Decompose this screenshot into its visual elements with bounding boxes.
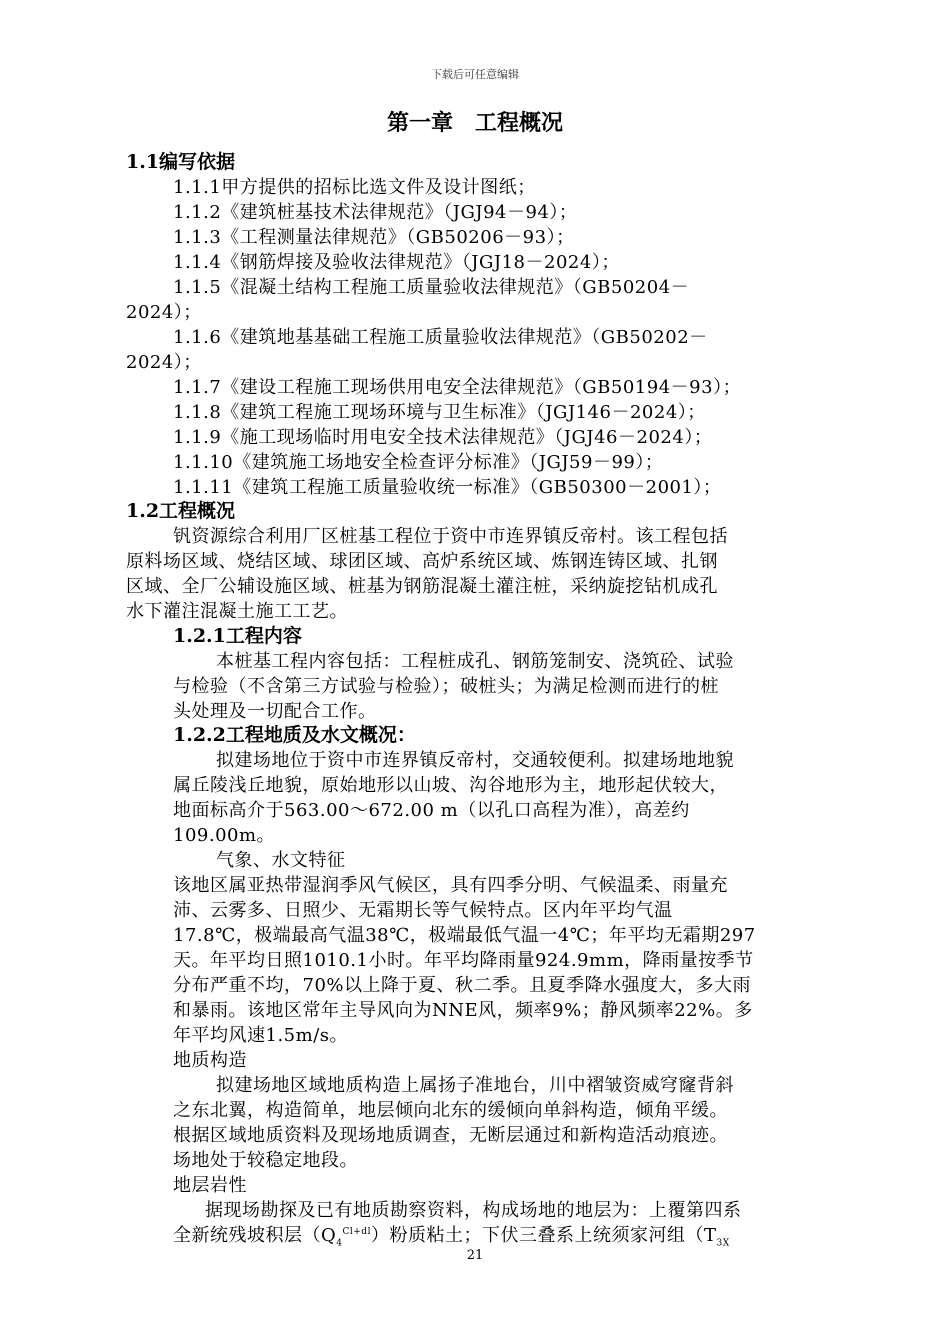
reference-item: 1.1.3《工程测量法律规范》（GB50206－93）； (173, 227, 575, 248)
formula-subscript: 4 (336, 1238, 343, 1249)
paragraph-line: 拟建场地区域地质构造上属扬子准地台，川中褶皱资威穹窿背斜 (216, 1075, 734, 1096)
paragraph-line: 年平均风速1.5m/s。 (173, 1025, 348, 1046)
paragraph-line: 17.8℃，极端最高气温38℃，极端最低气温一4℃；年平均无霜期297 (173, 925, 756, 946)
reference-item-cont: 2024）； (126, 302, 202, 323)
paragraph-line: 天。年平均日照1010.1小时。年平均降雨量924.9mm，降雨量按季节 (173, 950, 754, 971)
reference-item: 1.1.7《建设工程施工现场供用电安全法律规范》（GB50194－93）； (173, 377, 742, 398)
reference-item: 1.1.5《混凝土结构工程施工质量验收法律规范》（GB50204－ (173, 277, 690, 298)
reference-item: 1.1.8《建筑工程施工现场环境与卫生标准》（JGJ146－2024）； (173, 402, 706, 423)
paragraph-line: 钒资源综合利用厂区桩基工程位于资中市连界镇反帝村。该工程包括 (173, 526, 728, 547)
subheading-weather: 气象、水文特征 (216, 850, 346, 871)
reference-item: 1.1.11《建筑工程施工质量验收统一标准》（GB50300－2001）； (173, 477, 722, 498)
reference-item: 1.1.6《建筑地基基础工程施工质量验收法律规范》（GB50202－ (173, 327, 708, 348)
reference-item: 1.1.9《施工现场临时用电安全技术法律规范》（JGJ46－2024）； (173, 427, 713, 448)
paragraph-line: 本桩基工程内容包括：工程桩成孔、钢筋笼制安、浇筑砼、试验 (216, 651, 734, 672)
section-heading-1-2-2: 1.2.2工程地质及水文概况： (173, 724, 416, 746)
paragraph-line: 据现场勘探及已有地质勘察资料，构成场地的地层为：上覆第四系 (205, 1200, 742, 1221)
paragraph-line: 和暴雨。该地区常年主导风向为NNE风，频率9%；静风频率22%。多 (173, 1000, 753, 1021)
section-heading-1-2: 1.2工程概况 (126, 500, 236, 522)
reference-item-cont: 2024）； (126, 352, 202, 373)
paragraph-line: 区域、全厂公辅设施区域、桩基为钢筋混凝土灌注桩，采纳旋挖钻机成孔 (126, 576, 718, 597)
section-heading-1-2-1: 1.2.1工程内容 (173, 625, 302, 647)
formula-text: ）粉质粘土；下伏三叠系上统须家河组（T (370, 1225, 717, 1246)
paragraph-line: 头处理及一切配合工作。 (173, 701, 377, 722)
paragraph-line: 原料场区域、烧结区域、球团区域、高炉系统区域、炼钢连铸区域、扎钢 (126, 551, 718, 572)
chapter-title: 第一章 工程概况 (386, 110, 563, 136)
page-number: 21 (466, 1248, 484, 1263)
paragraph-line: 属丘陵浅丘地貌，原始地形以山坡、沟谷地形为主，地形起伏较大， (173, 775, 728, 796)
reference-item: 1.1.1甲方提供的招标比选文件及设计图纸； (173, 177, 536, 198)
paragraph-line: 该地区属亚热带湿润季风气候区，具有四季分明、气候温柔、雨量充 (173, 875, 728, 896)
paragraph-line: 拟建场地位于资中市连界镇反帝村，交通较便利。拟建场地地貌 (216, 750, 734, 771)
reference-item: 1.1.4《钢筋焊接及验收法律规范》（JGJ18－2024）； (173, 252, 620, 273)
section-heading-1-1: 1.1编写依据 (126, 151, 236, 173)
paragraph-line: 沛、云雾多、日照少、无霜期长等气候特点。区内年平均气温 (173, 900, 673, 921)
subheading-strata: 地层岩性 (173, 1175, 247, 1196)
paragraph-line: 与检验（不含第三方试验与检验）；破桩头；为满足检测而进行的桩 (173, 676, 719, 697)
reference-item: 1.1.2《建筑桩基技术法律规范》（JGJ94－94）； (173, 202, 578, 223)
subheading-geology: 地质构造 (173, 1050, 247, 1071)
formula-superscript: Cl+dl (342, 1227, 371, 1237)
paragraph-line (173, 1221, 730, 1249)
paragraph-line: 场地处于较稳定地段。 (173, 1150, 358, 1171)
formula-text: 全新统残坡积层（Q (173, 1225, 337, 1246)
paragraph-line: 109.00m。 (173, 825, 276, 846)
paragraph-line: 之东北翼，构造简单，地层倾向北东的缓倾向单斜构造，倾角平缓。 (173, 1100, 728, 1121)
formula-subscript: 3X (716, 1238, 730, 1249)
page-header-note: 下载后可任意编辑 (431, 68, 519, 81)
paragraph-line: 根据区域地质资料及现场地质调查，无断层通过和新构造活动痕迹。 (173, 1125, 728, 1146)
paragraph-line: 地面标高介于563.00～672.00 m（以孔口高程为准），高差约 (173, 800, 690, 821)
paragraph-line: 水下灌注混凝土施工工艺。 (126, 601, 348, 622)
reference-item: 1.1.10《建筑施工场地安全检查评分标准》（JGJ59－99）； (173, 452, 664, 473)
paragraph-line: 分布严重不均，70%以上降于夏、秋二季。且夏季降水强度大，多大雨 (173, 975, 752, 996)
